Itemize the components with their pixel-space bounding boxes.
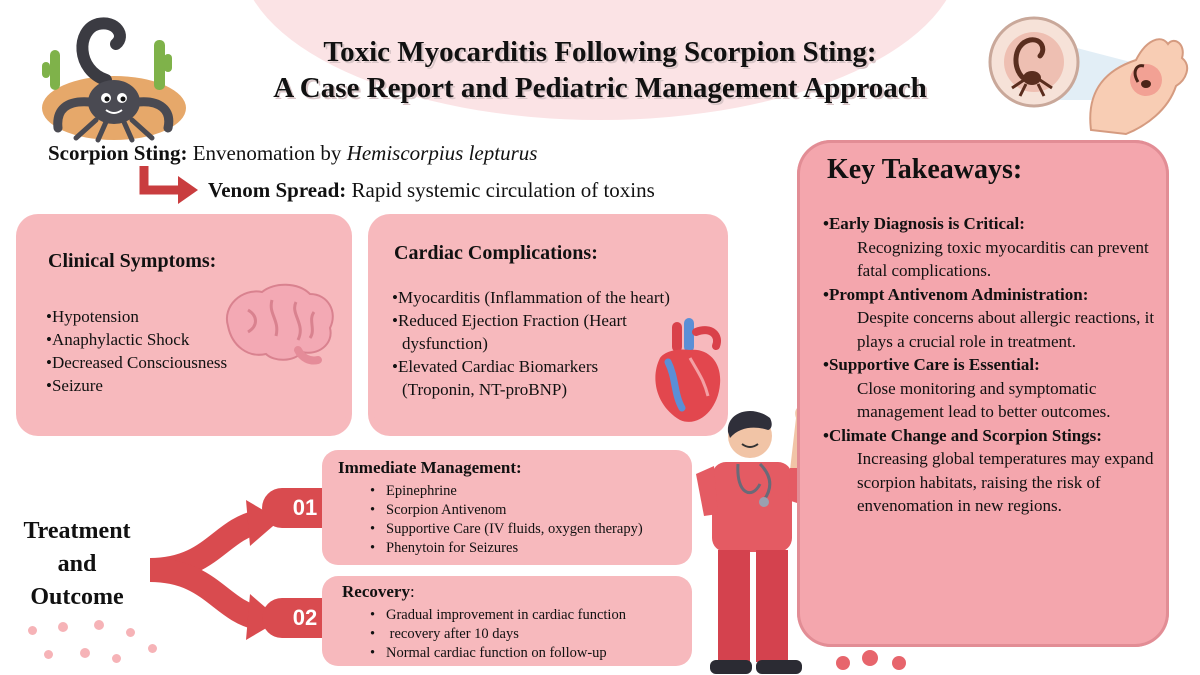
brain-icon — [218, 280, 338, 366]
immediate-management-card — [322, 450, 692, 565]
recovery-title — [342, 582, 415, 602]
title-line-2: A Case Report and Pediatric Management Approach — [273, 72, 927, 104]
list-item: •Decreased Consciousness — [46, 353, 228, 372]
cardiac-complications-title: Cardiac Complications: — [394, 242, 598, 264]
immediate-management-list — [370, 482, 643, 558]
list-item: • recovery after 10 days — [370, 625, 626, 644]
page-title — [200, 34, 1000, 106]
sting-line — [48, 141, 537, 166]
takeaway-heading: •Supportive Care is Essential: — [823, 355, 1040, 374]
recovery-list — [370, 606, 626, 663]
takeaway-text: Recognizing toxic myocarditis can prevent fatal complications. — [857, 237, 1149, 280]
treatment-outcome-label — [8, 515, 146, 614]
key-takeaways-title: Key Takeaways: — [827, 154, 1023, 185]
sting-label: Scorpion Sting: — [48, 141, 188, 165]
list-item: •Elevated Cardiac Biomarkers (Troponin, NT-proBNP) — [392, 357, 599, 399]
list-item: • Supportive Care (IV fluids, oxygen therapy) — [370, 520, 643, 539]
immediate-management-title: Immediate Management: — [338, 458, 522, 477]
list-item: • Epinephrine — [370, 482, 643, 501]
list-item: • Scorpion Antivenom — [370, 501, 643, 520]
venom-line — [208, 178, 655, 203]
sting-text: Envenomation by — [192, 141, 347, 165]
list-item: •Seizure — [46, 376, 103, 395]
scorpion-cartoon-icon — [36, 10, 186, 145]
clinical-symptoms-title: Clinical Symptoms: — [48, 250, 217, 272]
key-takeaways-list — [823, 212, 1159, 518]
recovery-card — [322, 576, 692, 666]
venom-text: Rapid systemic circulation of toxins — [351, 178, 655, 202]
venom-label: Venom Spread: — [208, 178, 347, 202]
list-item: • Normal cardiac function on follow-up — [370, 644, 626, 663]
scorpion-on-hand-icon — [986, 10, 1196, 138]
takeaway-text: Increasing global temperatures may expand scorpion habitats, raising the risk of envenomation in new regions. — [857, 449, 1154, 515]
step-01-badge: 01 — [262, 488, 348, 528]
recovery-title-text: Recovery — [342, 582, 410, 601]
clinical-symptoms-list — [46, 305, 227, 397]
recovery-title-colon: : — [409, 582, 415, 601]
list-item: •Reduced Ejection Fraction (Heart dysfunction) — [392, 311, 627, 353]
takeaway-text: Despite concerns about allergic reactions, it plays a crucial role in treatment. — [857, 308, 1155, 351]
takeaway-heading: •Early Diagnosis is Critical: — [823, 214, 1025, 233]
treatment-label-line-2: and — [57, 551, 97, 577]
list-item: • Phenytoin for Seizures — [370, 539, 643, 558]
sting-species: Hemiscorpius lepturus — [346, 141, 538, 165]
takeaway-heading: •Prompt Antivenom Administration: — [823, 284, 1089, 304]
forked-arrow-icon — [150, 500, 280, 640]
treatment-label-line-3: Outcome — [30, 584, 124, 610]
list-item: •Hypotension — [46, 307, 139, 326]
treatment-label-line-1: Treatment — [23, 518, 131, 544]
curved-arrow-icon — [136, 164, 204, 208]
takeaway-heading: •Climate Change and Scorpion Stings: — [823, 425, 1102, 445]
key-takeaways-panel — [797, 140, 1169, 647]
step-02-badge: 02 — [262, 598, 348, 638]
takeaway-text: Close monitoring and symptomatic management lead to better outcomes. — [857, 378, 1111, 421]
title-line-1: Toxic Myocarditis Following Scorpion Sting: — [323, 36, 877, 68]
list-item: •Anaphylactic Shock — [46, 330, 190, 349]
list-item: •Myocarditis (Inflammation of the heart) — [392, 288, 670, 307]
list-item: • Gradual improvement in cardiac function — [370, 606, 626, 625]
